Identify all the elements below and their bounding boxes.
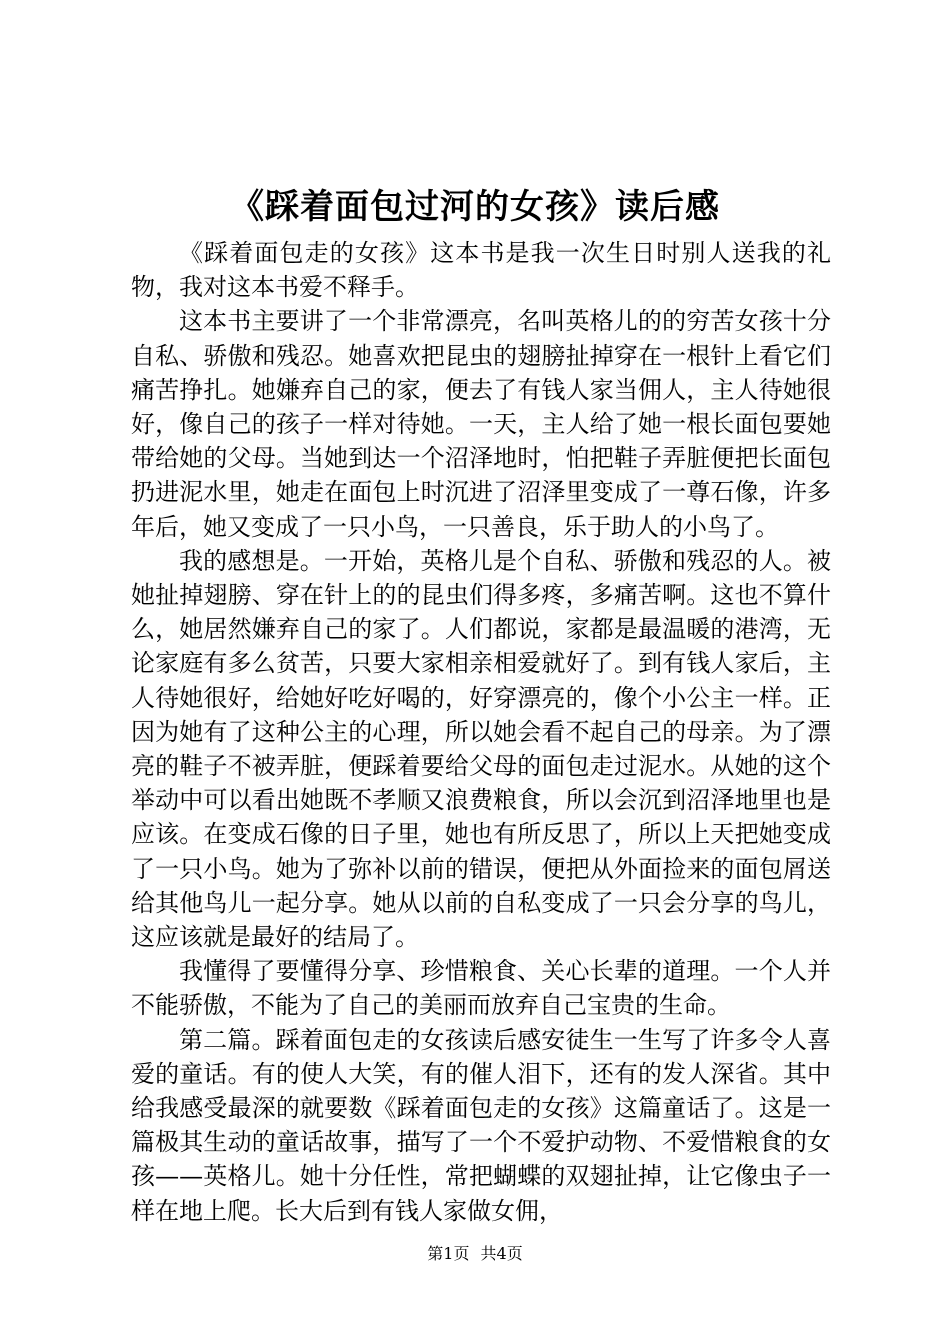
paragraph-2: 这本书主要讲了一个非常漂亮，名叫英格儿的的穷苦女孩十分自私、骄傲和残忍。她喜欢把昆虫的翅膀扯掉穿在一根针上看它们痛苦挣扎。她嫌弃自己的家，便去了有钱人家当佣人，主人待她很好，像自己的孩子一样对待她。一天，主人给了她一根长面包要她带给她的父母。当她到达一个沼泽地时，怕把鞋子弄脏便把长面包扔进泥水里，她走在面包上时沉进了沼泽里变成了一尊石像，许多年后，她又变成了一只小鸟，一只善良，乐于助人的小鸟了。 [131,307,831,541]
paragraph-3: 我的感想是。一开始，英格儿是个自私、骄傲和残忍的人。被她扯掉翅膀、穿在针上的的昆虫们得多疼，多痛苦啊。这也不算什么，她居然嫌弃自己的家了。人们都说，家都是最温暖的港湾，无论家庭有多么贫苦，只要大家相亲相爱就好了。到有钱人家后，主人待她很好，给她好吃好喝的，好穿漂亮的，像个小公主一样。正因为她有了这种公主的心理，所以她会看不起自己的母亲。为了漂亮的鞋子不被弄脏，便踩着要给父母的面包走过泥水。从她的这个举动中可以看出她既不孝顺又浪费粮食，所以会沉到沼泽地里也是应该。在变成石像的日子里，她也有所反思了，所以上天把她变成了一只小鸟。她为了弥补以前的错误，便把从外面捡来的面包屑送给其他鸟儿一起分享。她从以前的自私变成了一只会分享的鸟儿，这应该就是最好的结局了。 [131,546,831,952]
page-number: 第1页 [427,1244,470,1263]
page-footer [0,1243,950,1265]
page-total: 共4页 [480,1244,523,1263]
document-title: 《踩着面包过河的女孩》读后感 [230,187,720,227]
paragraph-1: 《踩着面包走的女孩》这本书是我一次生日时别人送我的礼物，我对这本书爱不释手。 [131,239,831,302]
document-body [131,236,831,1228]
paragraph-5: 第二篇。踩着面包走的女孩读后感安徒生一生写了许多令人喜爱的童话。有的使人大笑，有的催人泪下，还有的发人深省。其中给我感受最深的就要数《踩着面包走的女孩》这篇童话了。这是一篇极其生动的童话故事，描写了一个不爱护动物、不爱惜粮食的女孩——英格儿。她十分任性，常把蝴蝶的双翅扯掉，让它像虫子一样在地上爬。长大后到有钱人家做女佣， [131,1025,831,1225]
paragraph-4: 我懂得了要懂得分享、珍惜粮食、关心长辈的道理。一个人并不能骄傲，不能为了自己的美丽而放弃自己宝贵的生命。 [131,957,831,1020]
